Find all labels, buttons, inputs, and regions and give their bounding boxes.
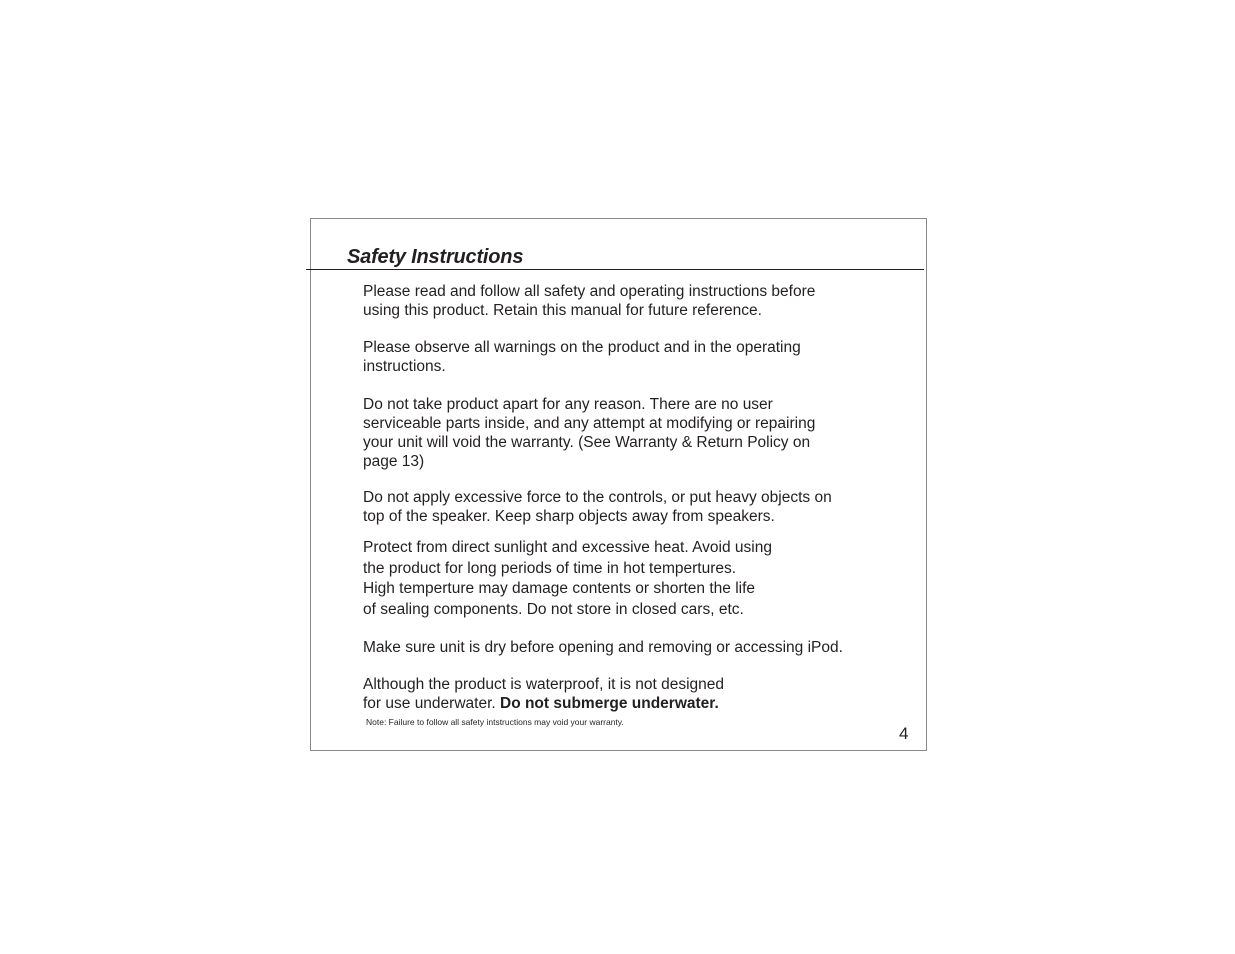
paragraph-line: instructions.	[363, 358, 446, 375]
paragraph-do-not-disassemble	[363, 395, 815, 471]
paragraph-read-instructions	[363, 282, 815, 320]
paragraph-line: page 13)	[363, 453, 425, 470]
submerge-warning: Do not submerge underwater.	[500, 695, 719, 712]
paragraph-line: top of the speaker. Keep sharp objects away from speakers.	[363, 508, 775, 525]
paragraph-line	[363, 694, 724, 713]
paragraph-line: Make sure unit is dry before opening and removing or accessing iPod.	[363, 639, 843, 656]
underwater-text: for use underwater.	[363, 695, 500, 712]
paragraph-line: Although the product is waterproof, it is not designed	[363, 676, 725, 693]
paragraph-line: using this product. Retain this manual for future reference.	[363, 302, 762, 319]
paragraph-line: of sealing components. Do not store in closed cars, etc.	[363, 600, 744, 618]
paragraph-line: Do not take product apart for any reason. There are no user	[363, 396, 773, 413]
footnote: Note: Failure to follow all safety intstructions may void your warranty.	[366, 717, 624, 727]
paragraph-line: Please read and follow all safety and operating instructions before	[363, 283, 816, 300]
paragraph-line: Protect from direct sunlight and excessive heat. Avoid using	[363, 539, 772, 556]
paragraph-dry-before-opening	[363, 638, 843, 657]
paragraph-line: High temperture may damage contents or shorten the life	[363, 580, 756, 597]
page-number: 4	[899, 724, 909, 743]
paragraph-waterproof	[363, 675, 724, 713]
paragraph-line: your unit will void the warranty. (See Warranty & Return Policy on	[363, 434, 811, 451]
paragraph-line: Please observe all warnings on the product and in the operating	[363, 339, 801, 356]
paragraph-observe-warnings	[363, 338, 801, 376]
paragraph-sunlight-heat	[363, 538, 772, 620]
paragraph-line: the product for long periods of time in hot tempertures.	[363, 559, 737, 577]
paragraph-line: Do not apply excessive force to the controls, or put heavy objects on	[363, 489, 832, 506]
paragraph-excessive-force	[363, 488, 832, 526]
section-title: Safety Instructions	[347, 246, 524, 268]
title-underline	[306, 269, 924, 270]
paragraph-line: serviceable parts inside, and any attempt at modifying or repairing	[363, 415, 816, 432]
